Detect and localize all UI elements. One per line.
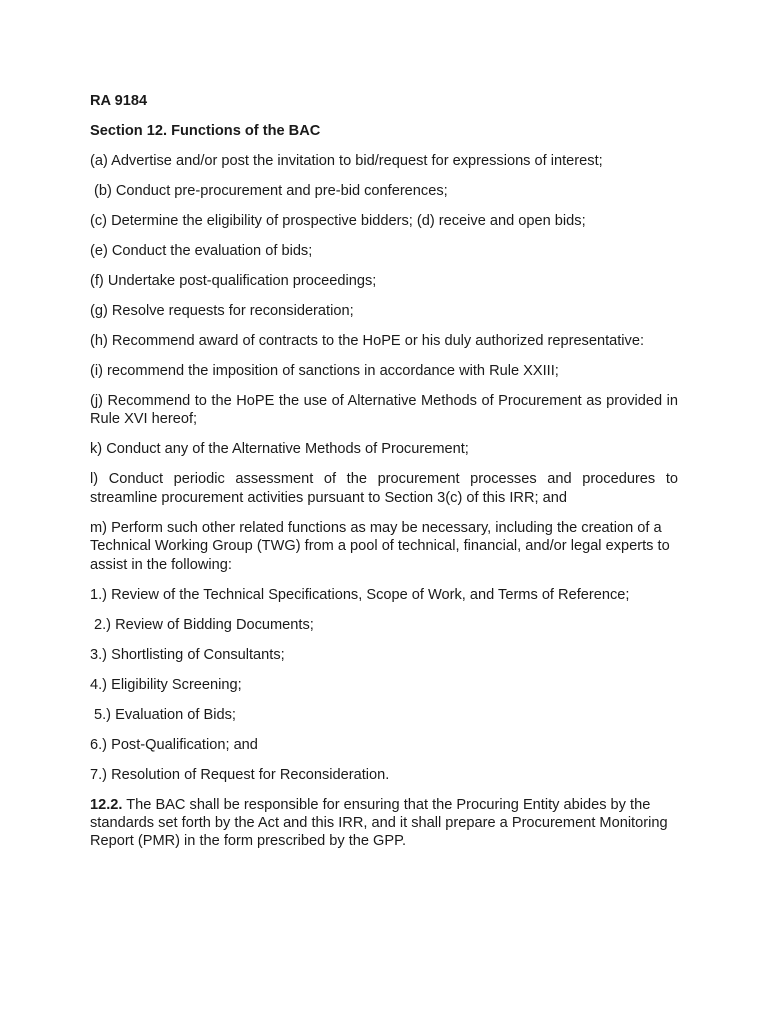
list-item-l: l) Conduct periodic assessment of the procurement processes and procedures to streamline procurement activities pursuant to Section 3(c) of this IRR; and bbox=[90, 471, 678, 506]
sub-item-4: 4.) Eligibility Screening; bbox=[90, 676, 242, 693]
document-heading: RA 9184 bbox=[90, 93, 148, 109]
list-item-k: k) Conduct any of the Alternative Methods of Procurement; bbox=[90, 441, 469, 458]
list-item-b: (b) Conduct pre-procurement and pre-bid conferences; bbox=[94, 183, 448, 199]
sub-item-1: 1.) Review of the Technical Specifications, Scope of Work, and Terms of Reference; bbox=[90, 586, 630, 603]
list-item-h: (h) Recommend award of contracts to the HoPE or his duly authorized representative: bbox=[90, 333, 645, 349]
list-item-e: (e) Conduct the evaluation of bids; bbox=[90, 243, 313, 259]
clause-12-2 bbox=[90, 796, 678, 851]
list-item-j: (j) Recommend to the HoPE the use of Alternative Methods of Procurement as provided in Rule XVI hereof; bbox=[90, 393, 678, 428]
sub-item-2: 2.) Review of Bidding Documents; bbox=[94, 616, 314, 633]
list-item-a: (a) Advertise and/or post the invitation to bid/request for expressions of interest; bbox=[90, 153, 603, 169]
list-item-i: (i) recommend the imposition of sanctions in accordance with Rule XXIII; bbox=[90, 363, 559, 379]
section-title: Section 12. Functions of the BAC bbox=[90, 123, 321, 139]
list-item-m: m) Perform such other related functions as may be necessary, including the creation of a Technical Working Group (TWG) from a pool of technical, financial, and/or legal experts to assist in the following: bbox=[90, 519, 670, 573]
list-item-g: (g) Resolve requests for reconsideration; bbox=[90, 303, 354, 319]
clause-text: The BAC shall be responsible for ensuring that the Procuring Entity abides by the standards set forth by the Act and this IRR, and it shall prepare a Procurement Monitoring Report (PMR) in the form prescribed by the GPP. bbox=[90, 796, 668, 850]
clause-number: 12.2. bbox=[90, 796, 123, 813]
list-item-f: (f) Undertake post-qualification proceedings; bbox=[90, 273, 377, 289]
sub-item-5: 5.) Evaluation of Bids; bbox=[94, 706, 236, 723]
sub-item-6: 6.) Post-Qualification; and bbox=[90, 736, 258, 753]
document-page bbox=[90, 92, 678, 851]
sub-item-3: 3.) Shortlisting of Consultants; bbox=[90, 646, 285, 663]
sub-item-7: 7.) Resolution of Request for Reconsideration. bbox=[90, 766, 390, 783]
list-item-c-d: (c) Determine the eligibility of prospective bidders; (d) receive and open bids; bbox=[90, 213, 586, 229]
